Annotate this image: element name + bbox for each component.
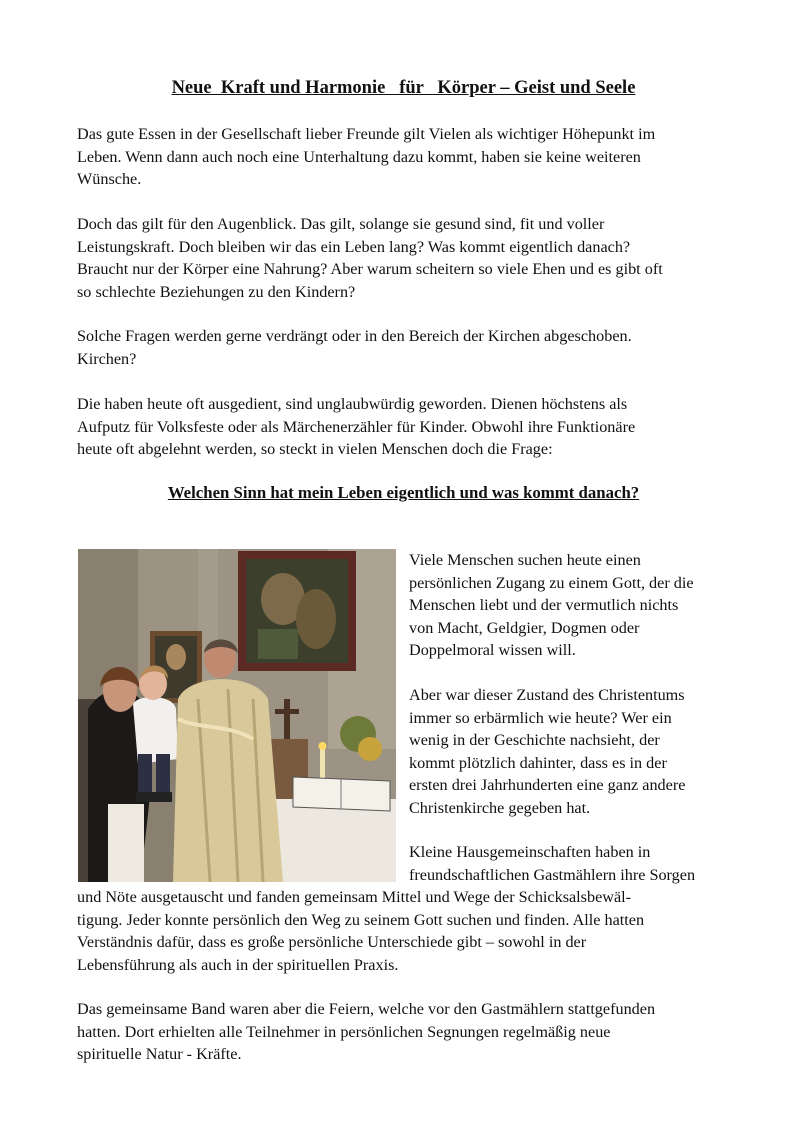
text-line: spirituelle Natur - Kräfte. (77, 1045, 242, 1064)
text-line: so schlechte Beziehungen zu den Kindern? (77, 282, 356, 301)
text-line: Verständnis dafür, dass es große persönliche Unterschiede gibt – sowohl in der (77, 933, 587, 952)
text-line: Christenkirche gegeben hat. (409, 798, 591, 817)
page-title: Neue Kraft und Harmonie für Körper – Geist und Seele (171, 78, 636, 98)
text-line: Leben. Wenn dann auch noch eine Unterhaltung dazu kommt, haben sie keine weiteren (77, 147, 641, 166)
text-line: Aber war dieser Zustand des Christentums (409, 686, 685, 704)
text-line: freundschaftlichen Gastmählern ihre Sorgen (409, 865, 696, 884)
text-line: immer so erbärmlich wie heute? Wer ein (409, 708, 672, 727)
side-paragraph-2 (409, 684, 739, 820)
text-line: ersten drei Jahrhunderten eine ganz andere (409, 776, 686, 795)
text-line: persönlichen Zugang zu einem Gott, der die (409, 573, 694, 592)
baptism-photo (78, 549, 396, 882)
text-line: hatten. Dort erhielten alle Teilnehmer in persönlichen Segnungen regelmäßig neue (77, 1022, 611, 1041)
section-subtitle: Welchen Sinn hat mein Leben eigentlich und was kommt danach? (167, 483, 640, 502)
paragraph-2 (77, 213, 737, 303)
continuation-paragraph (77, 886, 737, 976)
text-line: und Nöte ausgetauscht und fanden gemeinsam Mittel und Wege der Schicksalsbewäl- (77, 888, 632, 906)
text-line: Lebensführung als auch in der spirituellen Praxis. (77, 955, 399, 974)
paragraph-1 (77, 123, 737, 191)
side-paragraph-3 (409, 841, 739, 886)
paragraph-4 (77, 393, 737, 461)
text-line: Doch das gilt für den Augenblick. Das gilt, solange sie gesund sind, fit und voller (77, 215, 605, 233)
text-line: Solche Fragen werden gerne verdrängt oder in den Bereich der Kirchen abgeschoben. (77, 327, 632, 345)
text-line: Menschen liebt und der vermutlich nichts (409, 596, 679, 615)
text-line: Wünsche. (77, 170, 142, 189)
text-line: Kirchen? (77, 349, 137, 368)
text-line: Das gemeinsame Band waren aber die Feiern, welche vor den Gastmählern stattgefunden (77, 1000, 656, 1018)
text-line: Viele Menschen suchen heute einen (409, 551, 641, 569)
text-line: kommt plötzlich dahinter, dass es in der (409, 753, 667, 772)
text-line: von Macht, Geldgier, Dogmen oder (409, 618, 640, 637)
text-line: Die haben heute oft ausgedient, sind unglaubwürdig geworden. Dienen höchstens als (77, 395, 628, 413)
text-line: heute oft abgelehnt werden, so steckt in vielen Menschen doch die Frage: (77, 440, 553, 459)
side-paragraph-1 (409, 549, 739, 662)
text-line: Kleine Hausgemeinschaften haben in (409, 843, 651, 861)
text-line: Aufputz für Volksfeste oder als Märchenerzähler für Kinder. Obwohl ihre Funktionäre (77, 417, 636, 436)
text-line: wenig in der Geschichte nachsieht, der (409, 731, 660, 750)
text-line: Das gute Essen in der Gesellschaft lieber Freunde gilt Vielen als wichtiger Höhepunkt im (77, 125, 656, 143)
text-line: Doppelmoral wissen will. (409, 641, 576, 660)
text-line: Leistungskraft. Doch bleiben wir das ein Leben lang? Was kommt eigentlich danach? (77, 237, 631, 256)
final-paragraph (77, 998, 737, 1066)
text-line: tigung. Jeder konnte persönlich den Weg zu seinem Gott suchen und finden. Alle hatten (77, 910, 645, 929)
text-line: Braucht nur der Körper eine Nahrung? Aber warum scheitern so viele Ehen und es gibt oft (77, 260, 663, 279)
paragraph-3 (77, 325, 737, 370)
